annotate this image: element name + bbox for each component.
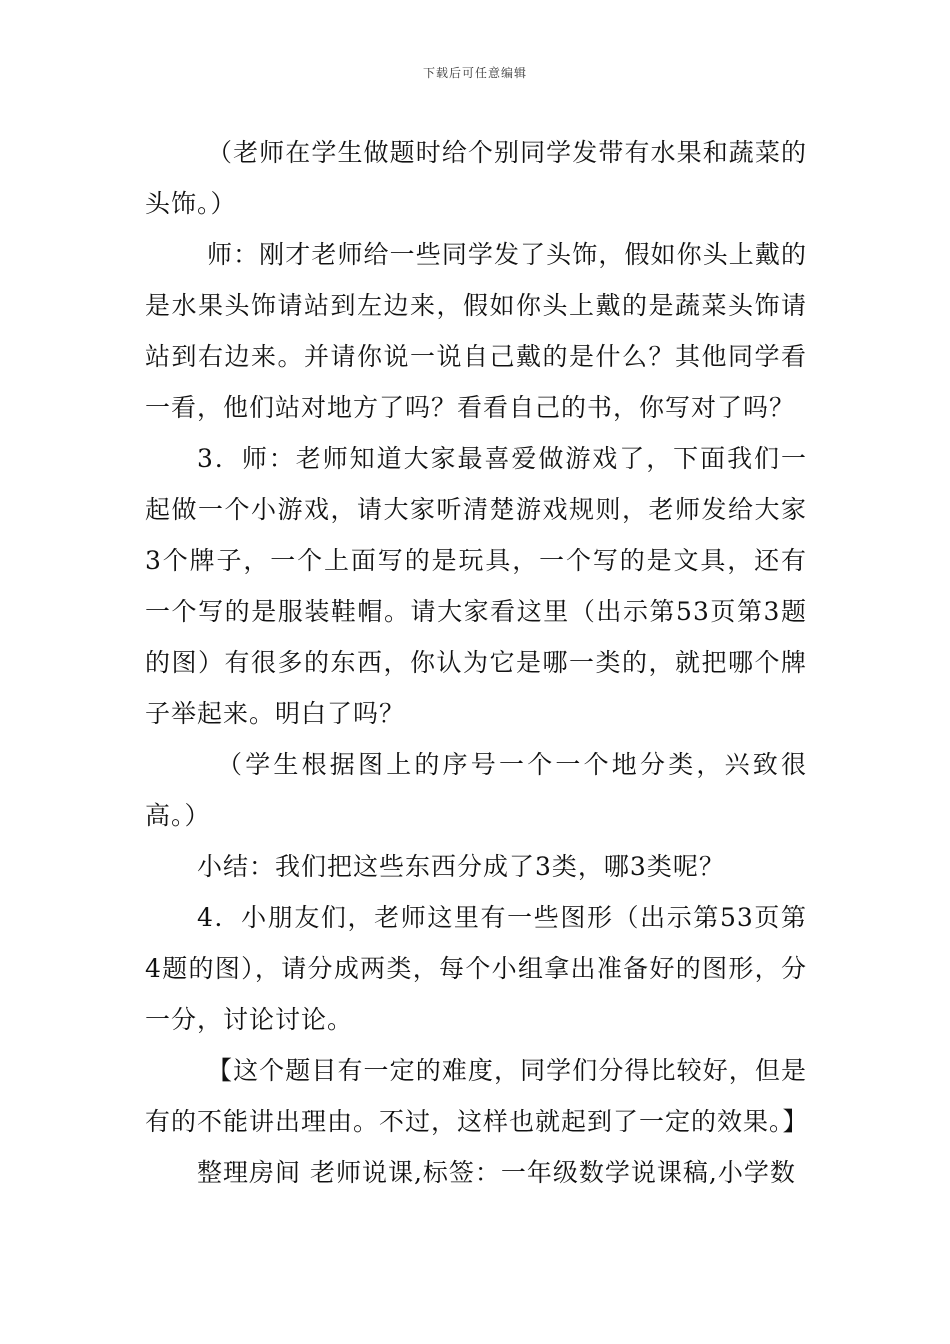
paragraph-teacher-instruction: 师：刚才老师给一些同学发了头饰，假如你头上戴的是水果头饰请站到左边来，假如你头上戴的是蔬菜头饰请站到右边来。并请你说一说自己戴的是什么？其他同学看一看，他们站对地方了吗？看看自己的书，你写对了吗？ xyxy=(145,240,807,422)
paragraph-summary: 小结：我们把这些东西分成了3类，哪3类呢？ xyxy=(197,852,725,881)
paragraph-item-4: 4．小朋友们，老师这里有一些图形（出示第53页第4题的图），请分成两类，每个小组拿出准备好的图形，分一分，讨论讨论。 xyxy=(145,903,807,1034)
paragraph-student-reaction: （学生根据图上的序号一个一个地分类，兴致很高。） xyxy=(145,750,807,830)
paragraph-footer-tags: 整理房间 老师说课,标签：一年级数学说课稿,小学数 xyxy=(197,1158,796,1187)
paragraph-teacher-note: （老师在学生做题时给个别同学发带有水果和蔬菜的头饰。） xyxy=(145,138,807,218)
page-header-note: 下载后可任意编辑 xyxy=(422,66,527,80)
document-body xyxy=(145,127,807,1198)
paragraph-item-3: 3．师：老师知道大家最喜爱做游戏了，下面我们一起做一个小游戏，请大家听清楚游戏规则，老师发给大家3个牌子，一个上面写的是玩具，一个写的是文具，还有一个写的是服装鞋帽。请大家看这里（出示第53页第3题的图）有很多的东西，你认为它是哪一类的，就把哪个牌子举起来。明白了吗？ xyxy=(145,444,807,728)
paragraph-remark: 【这个题目有一定的难度，同学们分得比较好，但是有的不能讲出理由。不过，这样也就起到了一定的效果。】 xyxy=(145,1056,809,1136)
